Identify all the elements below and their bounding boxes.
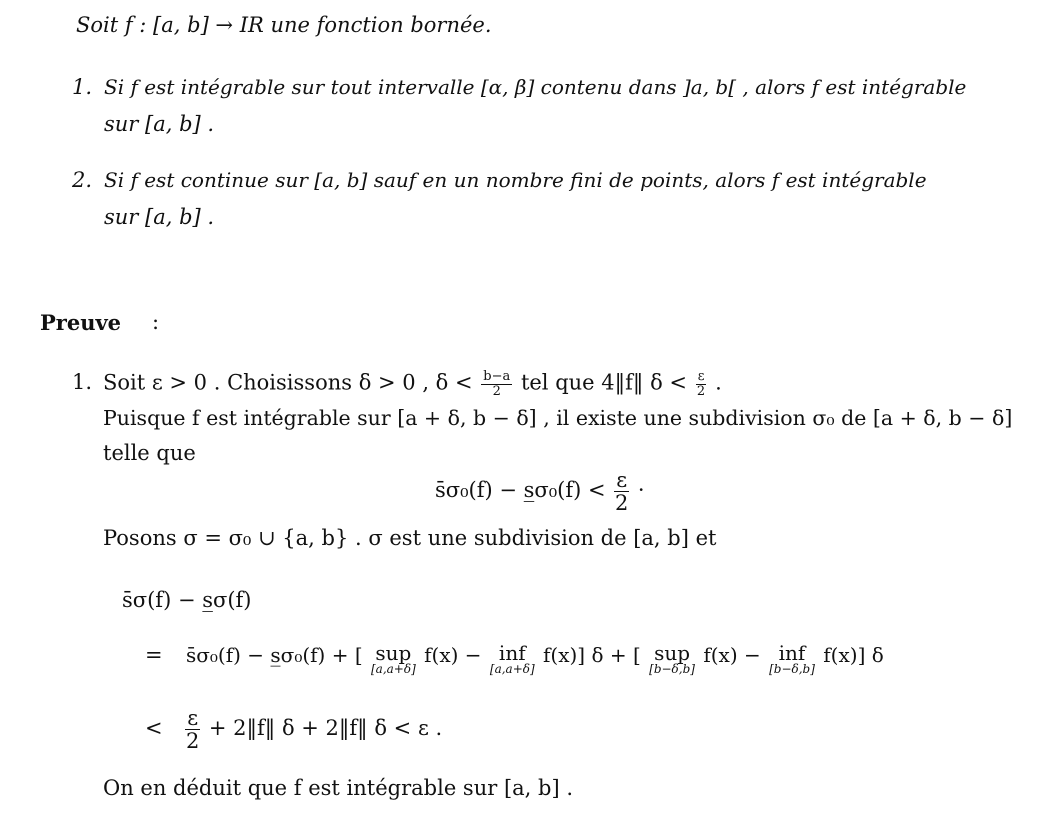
equation-1-lhs: s̄σ₀(f) − s̲σ₀(f) <: [435, 478, 606, 503]
proof-line-4: Posons σ = σ₀ ∪ {a, b} . σ est une subdivision de [a, b] et: [103, 526, 717, 550]
statement-item-1-number: 1.: [72, 75, 93, 99]
inf-subscript: [b−δ,b]: [769, 662, 815, 676]
fraction-eps-over-2: [614, 469, 629, 514]
equation-3-lt: <: [145, 716, 163, 741]
statement-intro: Soit f : [a, b] → IR une fonction bornée.: [76, 13, 492, 37]
statement-item-2-number: 2.: [72, 168, 93, 192]
proof-line-2: Puisque f est intégrable sur [a + δ, b − δ] , il existe une subdivision σ₀ de [a + δ, b − δ]: [103, 406, 1013, 430]
sup-label: sup: [375, 641, 412, 665]
sup-operator: [649, 643, 695, 676]
proof-line-1-a: Soit ε > 0 . Choisissons δ > 0 , δ <: [103, 370, 473, 395]
inf-label: inf: [498, 641, 526, 665]
fraction-denominator: 2: [186, 729, 200, 754]
equation-2-a: s̄σ₀(f) − s̲σ₀(f) + [: [186, 643, 363, 667]
fraction-numerator: b−a: [483, 369, 511, 384]
sup-subscript: [a,a+δ]: [371, 662, 416, 676]
equation-1-end: ·: [637, 478, 645, 503]
inf-operator: [490, 643, 535, 676]
equation-2-equals: =: [145, 643, 163, 667]
statement-item-1-line2: sur [a, b] .: [104, 112, 215, 136]
fraction-denominator: 2: [696, 383, 706, 399]
sup-label: sup: [654, 641, 691, 665]
equation-2-b: f(x) −: [424, 643, 482, 667]
proof-line-1-b: tel que 4‖f‖ δ <: [520, 370, 687, 395]
equation-3: [145, 707, 442, 752]
proof-line-3: telle que: [103, 441, 196, 465]
equation-1: [435, 469, 645, 514]
fraction-numerator: ε: [187, 706, 199, 730]
statement-item-2-line2: sur [a, b] .: [104, 205, 215, 229]
equation-2-d: f(x) −: [703, 643, 761, 667]
statement-item-2-line1: Si f est continue sur [a, b] sauf en un nombre fini de points, alors f est intégrable: [104, 168, 927, 192]
fraction-eps-over-2: [185, 707, 200, 752]
inf-operator: [769, 643, 815, 676]
fraction-denominator: 2: [492, 383, 501, 399]
equation-2-e: f(x)] δ: [823, 643, 884, 667]
equation-2-line-1: s̄σ(f) − s̲σ(f): [122, 588, 252, 612]
fraction-denominator: 2: [615, 491, 629, 516]
fraction-numerator: ε: [616, 468, 628, 492]
fraction-b-minus-a-over-2: [481, 370, 512, 398]
sup-subscript: [b−δ,b]: [649, 662, 695, 676]
proof-heading-colon: :: [152, 310, 160, 334]
proof-line-1-c: .: [715, 370, 722, 395]
inf-label: inf: [778, 641, 806, 665]
inf-subscript: [a,a+δ]: [489, 662, 535, 676]
proof-item-number: 1.: [72, 370, 93, 394]
sup-operator: [371, 643, 416, 676]
equation-3-rest: + 2‖f‖ δ + 2‖f‖ δ < ε .: [208, 716, 443, 741]
equation-2-line-2: [186, 643, 884, 676]
fraction-numerator: ε: [697, 369, 705, 384]
proof-heading: Preuve: [40, 310, 122, 335]
proof-conclusion: On en déduit que f est intégrable sur [a, b] .: [103, 776, 573, 800]
fraction-eps-over-2: [696, 370, 707, 398]
equation-2-c: f(x)] δ + [: [543, 643, 641, 667]
statement-item-1-line1: Si f est intégrable sur tout intervalle [α, β] contenu dans ]a, b[ , alors f est intégrable: [104, 75, 967, 99]
proof-line-1: [103, 370, 722, 398]
